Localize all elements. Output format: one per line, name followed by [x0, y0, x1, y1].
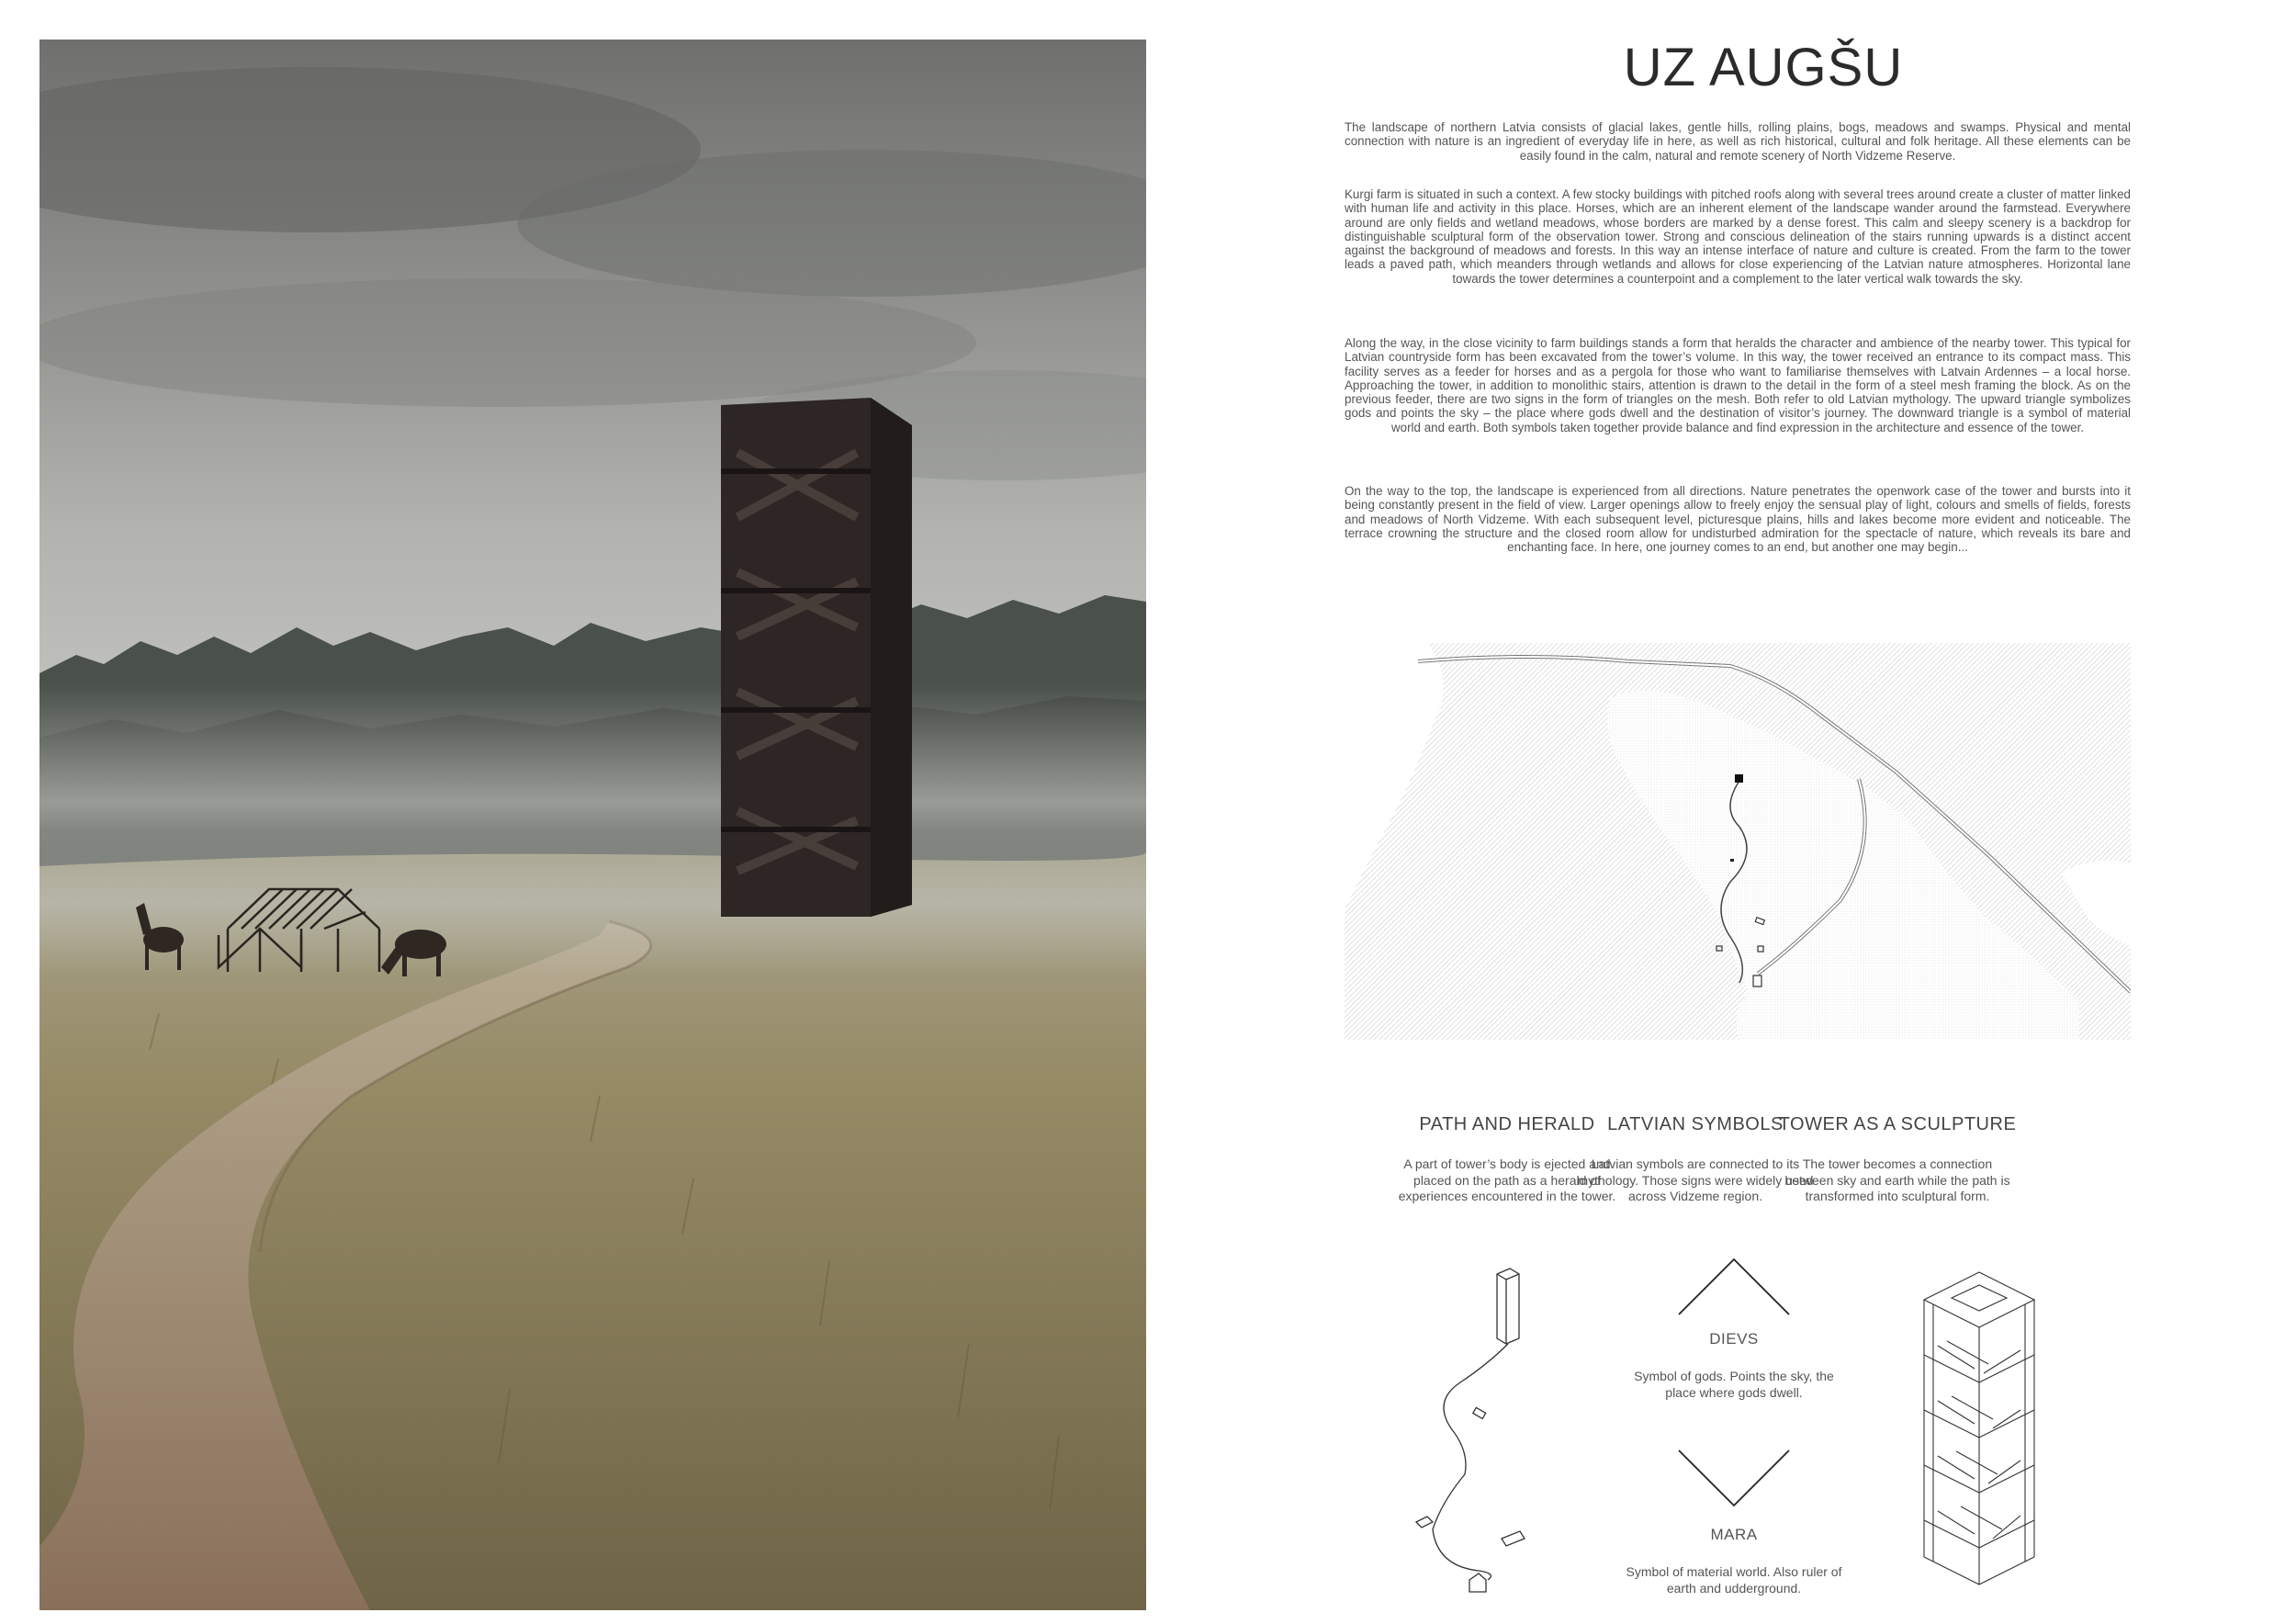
- tower-axonometric-diagram: [1906, 1263, 2053, 1594]
- tower-render: [721, 398, 912, 917]
- concept-title-tower-sculpture: TOWER AS A SCULPTURE: [1778, 1114, 2017, 1134]
- ascent-paragraph: On the way to the top, the landscape is experienced from all directions. Nature penetrates the openwork case of the tower and bursts into it being constantly present in the field of view. Larger openings allow to freely enjoy the sensual play of light, colours and smells of fields, forests and meadows of North Vidzeme. With each subsequent level, picturesque plains, hills and lakes become more evident and noticeable. The terrace crowning the structure and the closed room allow for undisturbed admiration for the spectacle of nature, which reveals its bare and enchanting face. In here, one journey comes to an end, but another one may begin...: [1345, 484, 2131, 555]
- site-map-drawing: [1345, 643, 2131, 1040]
- concept-title-path-herald: PATH AND HERALD: [1419, 1114, 1595, 1134]
- site-map: [1345, 643, 2131, 1040]
- symbol-text-dievs: Symbol of gods. Points the sky, the place where gods dwell.: [1634, 1369, 1834, 1400]
- symbol-title-mara: MARA: [1710, 1526, 1758, 1543]
- symbol-title-dievs: DIEVS: [1709, 1330, 1759, 1348]
- render-illustration: [39, 39, 1146, 1610]
- context-paragraph: Kurgi farm is situated in such a context. A few stocky buildings with pitched roofs along with several trees around create a cluster of matter linked with human life and activity in this place. Horses, which are an inherent element of the landscape wander around the farmstead. Everywhere around are only fields and wetland meadows, whose borders are marked by a dense forest. This calm and sleepy scenery is a backdrop for distinguishable sculptural form of the observation tower. Strong and conscious delineation of the stairs running upwards is a distinct accent against the background of meadows and forests. In this way an intense interface of nature and culture is created. From the farm to the tower leads a paved path, which meanders through wetlands and allows for close experiencing of the Latvian nature atmospheres. Horizontal lane towards the tower determines a counterpoint and a complement to the later vertical walk towards the sky.: [1345, 187, 2131, 286]
- concept-text-tower-sculpture: The tower becomes a connection between sky and earth while the path is transformed into sculptural form.: [1784, 1156, 2010, 1203]
- approach-paragraph: Along the way, in the close vicinity to farm buildings stands a form that heralds the character and ambience of the nearby tower. This typical for Latvian countryside form has been excavated from the tower’s volume. In this way, the tower received an entrance to its compact mass. This facility serves as a feeder for horses and as a pergola for those who want to familiarise themselves with Latvain Ardennes – a local horse. Approaching the tower, in addition to monolithic stairs, attention is drawn to the detail in the form of a steel mesh framing the block. As on the previous feeder, there are two signs in the form of triangles on the mesh. Both refer to old Latvian mythology. The upward triangle symbolizes gods and points the sky – the place where gods dwell and the destination of visitor’s journey. The downward triangle is a symbol of material world and earth. Both symbols taken together provide balance and find expression in the architecture and essence of the tower.: [1345, 336, 2131, 434]
- mara-triangle-icon: [1677, 1449, 1791, 1507]
- concept-text-path-herald: A part of tower’s body is ejected and placed on the path as a herald of experiences encountered in the tower.: [1398, 1156, 1616, 1203]
- symbol-text-mara: Symbol of material world. Also ruler of earth and udderground.: [1626, 1564, 1842, 1596]
- concept-text-latvian-symbols: Latvian symbols are connected to its mythology. Those signs were widely used across Vidzeme region.: [1577, 1156, 1814, 1203]
- landscape-render: [39, 39, 1146, 1610]
- dievs-triangle-icon: [1677, 1257, 1791, 1316]
- path-herald-diagram: [1414, 1263, 1561, 1603]
- page-title: UZ AUGŠU: [1623, 38, 1904, 97]
- concept-title-latvian-symbols: LATVIAN SYMBOLS: [1607, 1114, 1784, 1134]
- intro-paragraph: The landscape of northern Latvia consists of glacial lakes, gentle hills, rolling plains, bogs, meadows and swamps. Physical and mental connection with nature is an ingredient of everyday life in here, as well as rich historical, cultural and folk heritage. All these elements can be easily found in the calm, natural and remote scenery of North Vidzeme Reserve.: [1345, 120, 2131, 163]
